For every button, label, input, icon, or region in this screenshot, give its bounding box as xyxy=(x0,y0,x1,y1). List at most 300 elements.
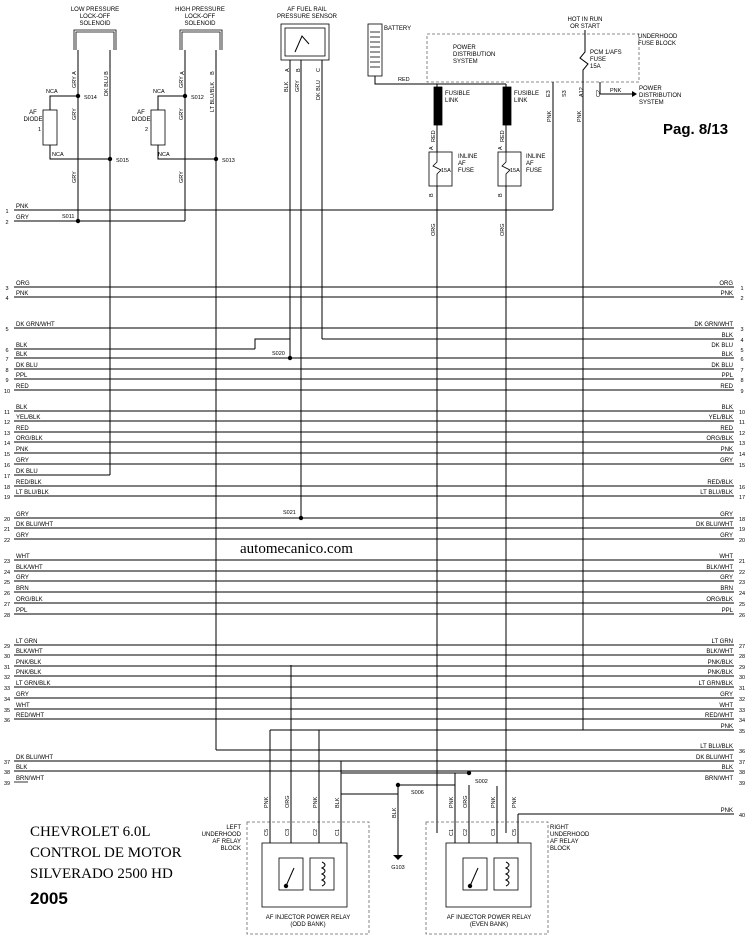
right-row-16-color: RED/BLK xyxy=(707,480,733,486)
hp-a-color: GRY xyxy=(179,76,185,88)
left-row-17-color: DK BLU xyxy=(16,469,38,475)
right-row-15-color: GRY xyxy=(720,458,733,464)
inline-fuse-1-label-line-2: AF xyxy=(458,161,466,167)
right-row-35-color: PNK xyxy=(720,724,733,730)
inline-fuse-2-symbol xyxy=(502,152,510,186)
pdc-a12-color: PNK xyxy=(577,110,583,122)
right-row-9-number: 9 xyxy=(740,389,744,395)
left-row-6-number: 6 xyxy=(5,348,9,354)
left-row-34-number: 34 xyxy=(3,697,11,703)
left-row-3-number: 3 xyxy=(5,286,9,292)
rail-sensor-label-line-2: PRESSURE SENSOR xyxy=(276,14,338,20)
right-row-6-number: 6 xyxy=(740,357,744,363)
right-row-26-color: PPL xyxy=(721,608,733,614)
left-row-18-color: RED/BLK xyxy=(16,480,42,486)
rail-c-color: DK BLU xyxy=(316,80,322,100)
left-row-8-color: DK BLU xyxy=(16,363,38,369)
left-row-25-number: 25 xyxy=(3,580,11,586)
pdc-c2-arrow xyxy=(632,91,637,97)
left-row-32-color: PNK/BLK xyxy=(16,670,42,676)
right-row-20-number: 20 xyxy=(738,538,746,544)
rail-pin-a: A xyxy=(285,68,291,72)
left-row-23-number: 23 xyxy=(3,559,11,565)
right-relay-label-line-2: (EVEN BANK) xyxy=(469,922,509,928)
left-relay-contact xyxy=(286,868,294,886)
left-row-11-number: 11 xyxy=(4,410,10,416)
inline-1-pin-a: A xyxy=(429,146,435,150)
left-row-8-number: 8 xyxy=(5,368,9,374)
inline-fuse-1-rating: 15A xyxy=(441,168,451,174)
fusible-link-2 xyxy=(503,87,511,125)
left-row-15-color: PNK xyxy=(16,447,29,453)
right-row-12-color: RED xyxy=(720,426,733,432)
right-relay-pin-C1: C1 xyxy=(449,828,455,836)
right-row-38-color: BLK xyxy=(721,765,733,771)
splice-s014-label: S014 xyxy=(84,95,97,101)
right-row-39-number: 39 xyxy=(738,781,746,787)
right-row-3-number: 3 xyxy=(740,327,744,333)
lp-pin-b: B xyxy=(104,71,110,75)
left-row-36-color: RED/WHT xyxy=(16,713,44,719)
right-row-30-color: PNK/BLK xyxy=(707,670,733,676)
left-row-12-color: YEL/BLK xyxy=(16,415,41,421)
title-line1: CHEVROLET 6.0L xyxy=(30,824,151,840)
lp-nca-top: NCA xyxy=(46,89,58,95)
right-row-40-color: PNK xyxy=(720,808,733,814)
hot-in-run-label-line-2: OR START xyxy=(570,24,600,30)
right-relay-wire-color-3: PNK xyxy=(491,796,497,808)
right-row-17-color: LT BLU/BLK xyxy=(700,490,733,496)
right-row-20-color: GRY xyxy=(720,533,733,539)
left-row-27-number: 27 xyxy=(3,602,11,608)
fusible-link-1-label-line-2: LINK xyxy=(445,98,459,104)
title-line2: CONTROL DE MOTOR xyxy=(30,845,182,861)
right-relay-block-label-line-4: BLOCK xyxy=(550,846,571,852)
left-relay-wire-color-3: PNK xyxy=(313,796,319,808)
inline-1-pin-b: B xyxy=(429,193,435,197)
lp-a-color: GRY xyxy=(72,76,78,88)
right-row-40-number: 40 xyxy=(738,813,746,819)
lp-diode-wire-color: GRY xyxy=(72,171,78,183)
right-row-25-number: 25 xyxy=(738,602,746,608)
pds-upper-label-line-2: DISTRIBUTION xyxy=(453,52,496,58)
left-row-21-number: 21 xyxy=(3,527,11,533)
splice-s011-label: S011 xyxy=(62,214,75,220)
hp-pin-a: A xyxy=(180,71,186,75)
rail-sensor-body xyxy=(281,24,329,60)
left-row-13-color: RED xyxy=(16,426,29,432)
splice-s013-label: S013 xyxy=(222,158,235,164)
left-row-29-number: 29 xyxy=(3,644,11,650)
right-row-27-color: LT GRN xyxy=(711,639,733,645)
left-row-20-number: 20 xyxy=(3,517,11,523)
fusible-1-color: RED xyxy=(431,130,437,142)
right-row-10-number: 10 xyxy=(738,410,746,416)
left-row-16-number: 16 xyxy=(3,463,11,469)
pds-right-label-line-1: POWER xyxy=(639,86,662,92)
right-row-15-number: 15 xyxy=(738,463,746,469)
fusible-link-2-label-line-1: FUSIBLE xyxy=(514,91,540,97)
right-row-18-number: 18 xyxy=(738,517,746,523)
splice-s012-label: S012 xyxy=(191,95,204,101)
right-row-29-color: PNK/BLK xyxy=(707,660,733,666)
pdc-e3-color: PNK xyxy=(547,110,553,122)
left-row-12-number: 12 xyxy=(3,420,11,426)
right-row-17-number: 17 xyxy=(738,495,746,501)
lp-diode-top xyxy=(50,96,78,110)
left-row-21-color: DK BLU/WHT xyxy=(16,522,54,528)
hp-diode-pin: 2 xyxy=(145,127,149,133)
splice-s021-label: S021 xyxy=(283,510,296,516)
pcm-fuse-label-line-1: PCM 1/AFS xyxy=(590,50,622,56)
left-row-36-number: 36 xyxy=(3,718,11,724)
rail-blk-jog xyxy=(255,339,290,349)
inline-fuse-2-label-line-1: INLINE xyxy=(526,154,546,160)
right-row-21-color: WHT xyxy=(719,554,733,560)
left-row-26-number: 26 xyxy=(3,591,11,597)
left-row-13-number: 13 xyxy=(3,431,11,437)
right-row-22-number: 22 xyxy=(738,570,746,576)
left-row-9-number: 9 xyxy=(5,378,9,384)
hot-in-run-label-line-1: HOT IN RUN xyxy=(567,17,603,23)
splice-s006-label: S006 xyxy=(411,790,424,796)
right-relay-pin-C2: C2 xyxy=(463,828,469,836)
left-relay-pin-C1: C1 xyxy=(335,828,341,836)
left-row-6-color: BLK xyxy=(16,343,28,349)
left-row-15-number: 15 xyxy=(3,452,11,458)
right-relay-contact xyxy=(470,868,478,886)
right-relay-wire-color-4: PNK xyxy=(512,796,518,808)
right-row-7-number: 7 xyxy=(740,368,744,374)
right-row-32-number: 32 xyxy=(738,697,746,703)
fusible-link-2-label-line-2: LINK xyxy=(514,98,528,104)
watermark: automecanico.com xyxy=(240,541,353,557)
left-row-19-color: LT BLU/BLK xyxy=(16,490,49,496)
left-relay-wire-color-2: ORG xyxy=(285,795,291,808)
left-row-7-number: 7 xyxy=(5,357,9,363)
left-row-7-color: BLK xyxy=(16,352,28,358)
hp-diode-top xyxy=(158,96,185,110)
left-row-38-number: 38 xyxy=(3,770,11,776)
right-row-33-color: WHT xyxy=(719,703,733,709)
left-relay-pin-C5: C5 xyxy=(264,828,270,836)
hp-nca-top: NCA xyxy=(153,89,165,95)
splice-s011 xyxy=(76,219,80,223)
pds-upper-label-line-1: POWER xyxy=(453,45,476,51)
right-row-12-number: 12 xyxy=(738,431,746,437)
left-row-19-number: 19 xyxy=(3,495,11,501)
component-labels xyxy=(4,7,745,928)
inline-fuse-2-rating: 15A xyxy=(510,168,520,174)
left-row-1-color: PNK xyxy=(16,204,29,210)
lp-a2-color: GRY xyxy=(72,108,78,120)
left-row-4-color: PNK xyxy=(16,291,29,297)
left-row-34-color: GRY xyxy=(16,692,29,698)
left-relay-pivot xyxy=(284,884,288,888)
right-row-35-number: 35 xyxy=(738,729,746,735)
left-relay-block-label-line-1: LEFT xyxy=(226,825,241,831)
left-relay-block-label-line-4: BLOCK xyxy=(220,846,241,852)
fusible-2-color: RED xyxy=(500,130,506,142)
right-row-36-color: LT BLU/BLK xyxy=(700,744,733,750)
left-row-22-number: 22 xyxy=(3,538,11,544)
left-row-22-color: GRY xyxy=(16,533,29,539)
right-relay-label-line-1: AF INJECTOR POWER RELAY xyxy=(446,915,532,921)
rail-sensor-inner xyxy=(285,28,325,56)
pcm-fuse-label-line-3: 15A xyxy=(590,64,601,70)
power-distribution-box xyxy=(427,34,639,82)
right-row-13-number: 13 xyxy=(738,441,746,447)
right-row-2-color: PNK xyxy=(720,291,733,297)
right-row-14-color: PNK xyxy=(720,447,733,453)
splice-s002-label: S002 xyxy=(475,779,488,785)
left-row-2-number: 2 xyxy=(5,220,9,226)
right-row-34-color: RED/WHT xyxy=(705,713,733,719)
fusible-link-1 xyxy=(434,87,442,125)
page-label: Pag. 8/13 xyxy=(663,121,729,138)
pdc-pin-c2: C2 xyxy=(596,89,602,97)
right-row-31-number: 31 xyxy=(738,686,746,692)
splice-s020-label: S020 xyxy=(272,351,285,357)
right-row-34-number: 34 xyxy=(738,718,746,724)
left-row-26-color: BRN xyxy=(16,586,29,592)
underhood-fuse-label-line-2: FUSE BLOCK xyxy=(638,41,677,47)
right-row-26-number: 26 xyxy=(738,613,746,619)
left-row-4-number: 4 xyxy=(5,296,9,302)
left-row-14-color: ORG/BLK xyxy=(16,436,43,442)
inline-fuse-1-label-line-3: FUSE xyxy=(458,168,475,174)
right-row-1-color: ORG xyxy=(719,281,733,287)
left-relay-label-line-1: AF INJECTOR POWER RELAY xyxy=(265,915,351,921)
right-row-7-color: DK BLU xyxy=(711,363,733,369)
right-row-21-number: 21 xyxy=(738,559,746,565)
right-row-28-color: BLK/WHT xyxy=(706,649,733,655)
fusible-link-1-label-line-1: FUSIBLE xyxy=(445,91,471,97)
inline-2-pin-b: B xyxy=(498,193,504,197)
left-row-38-color: BLK xyxy=(16,765,28,771)
hp-af-diode-label-line-1: AF xyxy=(137,110,145,116)
static-labels xyxy=(30,121,728,908)
pdc-c2-color: PNK xyxy=(610,88,622,94)
left-row-23-color: WHT xyxy=(16,554,30,560)
left-row-18-number: 18 xyxy=(3,485,11,491)
right-row-30-number: 30 xyxy=(738,675,746,681)
right-row-8-color: PPL xyxy=(721,373,733,379)
left-row-2-color: GRY xyxy=(16,215,29,221)
right-relay-pin-C5: C5 xyxy=(512,828,518,836)
left-relay-block-label-line-3: AF RELAY xyxy=(212,839,241,845)
right-row-18-color: GRY xyxy=(720,512,733,518)
rail-pin-c: C xyxy=(316,68,322,72)
right-row-19-number: 19 xyxy=(738,527,746,533)
rail-pin-b: B xyxy=(296,68,302,72)
lp-solenoid-label-line-2: LOCK-OFF xyxy=(79,14,111,20)
right-row-28-number: 28 xyxy=(738,654,746,660)
left-row-27-color: ORG/BLK xyxy=(16,597,43,603)
hp-pin-b: B xyxy=(210,71,216,75)
inline-fuse-2-label-line-2: AF xyxy=(526,161,534,167)
right-relay-coil-winding xyxy=(506,862,509,886)
splice-s021 xyxy=(299,516,303,520)
title-year: 2005 xyxy=(30,889,68,908)
left-row-37-color: DK BLU/WHT xyxy=(16,755,54,761)
right-row-16-number: 16 xyxy=(738,485,746,491)
left-row-10-color: RED xyxy=(16,384,29,390)
hp-b-color: LT BLU/BLK xyxy=(210,81,216,112)
left-row-16-color: GRY xyxy=(16,458,29,464)
hp-solenoid-body xyxy=(180,30,222,50)
lp-solenoid-inner xyxy=(76,32,114,50)
left-row-28-number: 28 xyxy=(3,613,11,619)
left-row-30-number: 30 xyxy=(3,654,11,660)
lp-solenoid-label-line-3: SOLENOID xyxy=(79,21,111,27)
pds-upper-label-line-3: SYSTEM xyxy=(453,59,478,65)
right-row-5-color: DK BLU xyxy=(711,343,733,349)
right-row-24-color: BRN xyxy=(720,586,733,592)
right-row-24-number: 24 xyxy=(738,591,746,597)
underhood-fuse-label-line-1: UNDERHOOD xyxy=(638,34,678,40)
right-row-5-number: 5 xyxy=(740,348,744,354)
right-row-4-color: BLK xyxy=(721,333,733,339)
hp-nca-bottom: NCA xyxy=(158,152,170,158)
right-row-1-number: 1 xyxy=(740,286,744,292)
left-row-33-color: LT GRN/BLK xyxy=(16,681,51,687)
right-row-37-number: 37 xyxy=(738,760,746,766)
left-relay-wire-color-1: PNK xyxy=(264,796,270,808)
lp-nca-bottom: NCA xyxy=(52,152,64,158)
pdc-pin-s3: S3 xyxy=(562,90,568,97)
rail-sensor-symbol xyxy=(295,36,309,52)
right-row-19-color: DK BLU/WHT xyxy=(695,522,733,528)
right-relay-wire-color-2: ORG xyxy=(463,795,469,808)
pcm-fuse-symbol xyxy=(580,30,588,82)
lp-pin-a: A xyxy=(72,71,78,75)
right-row-36-number: 36 xyxy=(738,749,746,755)
left-row-20-color: GRY xyxy=(16,512,29,518)
rail-sensor-label-line-1: AF FUEL RAIL xyxy=(287,7,327,13)
right-row-13-color: ORG/BLK xyxy=(706,436,733,442)
left-row-35-color: WHT xyxy=(16,703,30,709)
pdc-pin-e3: E3 xyxy=(546,90,552,97)
left-row-31-color: PNK/BLK xyxy=(16,660,42,666)
left-row-5-color: DK GRN/WHT xyxy=(16,322,55,328)
left-row-17-number: 17 xyxy=(3,474,11,480)
left-row-39-color: BRN/WHT xyxy=(16,776,44,782)
right-row-29-number: 29 xyxy=(738,665,746,671)
right-relay-pivot xyxy=(468,884,472,888)
left-relay-pin-C2: C2 xyxy=(313,828,319,836)
left-row-37-number: 37 xyxy=(3,760,11,766)
inline-2-pin-a: A xyxy=(498,146,504,150)
ground-symbol xyxy=(393,855,403,860)
out-2-color: ORG xyxy=(500,223,506,236)
battery-label: BATTERY xyxy=(384,26,412,32)
left-row-31-number: 31 xyxy=(3,665,11,671)
left-row-5-number: 5 xyxy=(5,327,9,333)
left-row-35-number: 35 xyxy=(3,708,11,714)
right-row-33-number: 33 xyxy=(738,708,746,714)
left-row-11-color: BLK xyxy=(16,405,28,411)
right-row-22-color: BLK/WHT xyxy=(706,565,733,571)
pds-right-label-line-3: SYSTEM xyxy=(639,100,664,106)
battery-red-color: RED xyxy=(398,77,410,83)
left-row-24-color: BLK/WHT xyxy=(16,565,43,571)
left-row-32-number: 32 xyxy=(3,675,11,681)
hp-a2-color: GRY xyxy=(179,108,185,120)
right-row-14-number: 14 xyxy=(738,452,746,458)
hp-solenoid-label-line-1: HIGH PRESSURE xyxy=(175,7,225,13)
right-row-23-number: 23 xyxy=(738,580,746,586)
left-row-24-number: 24 xyxy=(3,570,11,576)
right-row-38-number: 38 xyxy=(738,770,746,776)
right-row-23-color: GRY xyxy=(720,575,733,581)
lp-b-color: DK BLU xyxy=(104,76,110,96)
right-row-4-number: 4 xyxy=(740,338,744,344)
left-row-28-color: PPL xyxy=(16,608,28,614)
out-1-color: ORG xyxy=(431,223,437,236)
hp-diode-wire-color: GRY xyxy=(179,171,185,183)
lp-diode-pin: 1 xyxy=(38,127,42,133)
left-row-1-number: 1 xyxy=(5,209,9,215)
right-row-37-color: DK BLU/WHT xyxy=(695,755,733,761)
left-row-33-number: 33 xyxy=(3,686,11,692)
right-row-2-number: 2 xyxy=(740,296,744,302)
hp-af-diode xyxy=(151,110,165,145)
rail-a-color: BLK xyxy=(284,81,290,92)
left-row-39-number: 39 xyxy=(3,781,11,787)
right-relay-block-label-line-3: AF RELAY xyxy=(550,839,579,845)
left-row-10-number: 10 xyxy=(3,389,11,395)
lp-af-diode xyxy=(43,110,57,145)
ground-blk-color: BLK xyxy=(392,807,398,818)
hp-solenoid-label-line-3: SOLENOID xyxy=(184,21,216,27)
right-row-39-color: BRN/WHT xyxy=(705,776,733,782)
left-relay-wire-color-4: BLK xyxy=(335,797,341,808)
inline-fuse-2-label-line-3: FUSE xyxy=(526,168,543,174)
right-relay-block-label-line-2: UNDERHOOD xyxy=(550,832,590,838)
pcm-fuse-label-line-2: FUSE xyxy=(590,57,607,63)
right-row-11-number: 11 xyxy=(739,420,745,426)
lp-af-diode-label-line-2: DIODE xyxy=(23,117,43,123)
splice-s020 xyxy=(288,356,292,360)
left-row-14-number: 14 xyxy=(3,441,11,447)
hp-af-diode-label-line-2: DIODE xyxy=(131,117,151,123)
right-row-3-color: DK GRN/WHT xyxy=(694,322,733,328)
left-row-25-color: GRY xyxy=(16,575,29,581)
right-relay-block-label-line-1: RIGHT xyxy=(550,825,569,831)
right-row-25-color: ORG/BLK xyxy=(706,597,733,603)
pdc-pin-a12: A12 xyxy=(579,87,585,97)
inline-fuse-1-label-line-1: INLINE xyxy=(458,154,478,160)
inline-fuse-1-symbol xyxy=(433,152,441,186)
hp-solenoid-inner xyxy=(182,32,220,50)
splice-s015-label: S015 xyxy=(116,158,129,164)
rail-b-color: GRY xyxy=(295,80,301,92)
right-row-11-color: YEL/BLK xyxy=(708,415,733,421)
right-row-8-number: 8 xyxy=(740,378,744,384)
pds-right-label-line-2: DISTRIBUTION xyxy=(639,93,682,99)
lp-solenoid-label-line-1: LOW PRESSURE xyxy=(70,7,120,13)
left-row-30-color: BLK/WHT xyxy=(16,649,43,655)
lp-af-diode-label-line-1: AF xyxy=(29,110,37,116)
left-relay-block-label-line-2: UNDERHOOD xyxy=(201,832,241,838)
left-relay-coil-winding xyxy=(322,862,325,886)
hp-solenoid-label-line-2: LOCK-OFF xyxy=(184,14,216,20)
right-row-27-number: 27 xyxy=(738,644,746,650)
title-line3: SILVERADO 2500 HD xyxy=(30,866,173,882)
ground-label: G103 xyxy=(391,865,405,871)
right-row-31-color: LT GRN/BLK xyxy=(698,681,733,687)
